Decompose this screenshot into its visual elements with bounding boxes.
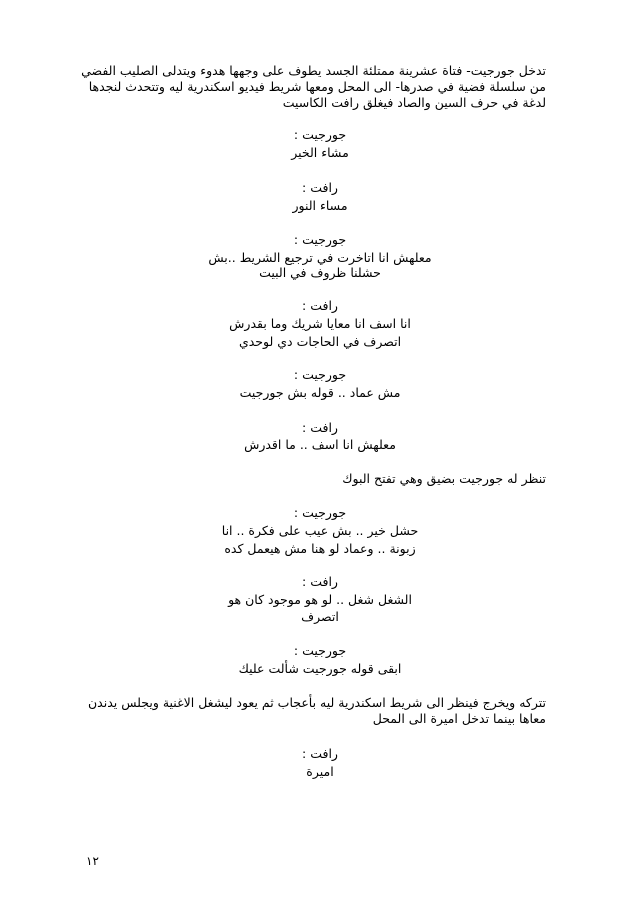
speaker-name: رافت : xyxy=(302,420,338,435)
dialogue-line: الشغل شغل .. لو هو موجود كان هو xyxy=(228,592,412,607)
speaker-name: جورجيت : xyxy=(293,643,347,658)
dialogue-line: معلهش انا اتاخرت في ترجيع الشريط ..بش xyxy=(208,250,432,265)
paragraph-line: من سلسلة فضية في صدرها- الى المحل ومعها شريط فيديو اسكندرية ليه وتتحدث لنجدها xyxy=(88,79,546,94)
page-number: ١٢ xyxy=(86,854,99,868)
dialogue-line: اتصرف في الحاجات دي لوحدي xyxy=(238,334,402,349)
paragraph-line: معاها بينما تدخل اميرة الى المحل xyxy=(372,711,546,726)
dialogue-line: مساء النور xyxy=(292,198,348,213)
paragraph-line: تتركه ويخرج فينظر الى شريط اسكندرية ليه بأعجاب ثم يعود ليشغل الاغنية ويجلس يدندن xyxy=(87,695,546,710)
dialogue-line: اميرة xyxy=(306,764,334,779)
dialogue-line: انا اسف انا معايا شريك وما بقدرش xyxy=(229,316,411,331)
dialogue-line: مش عماد .. قوله بش جورجيت xyxy=(239,385,401,400)
stage-direction: تنظر له جورجيت بضيق وهي تفتح البوك xyxy=(342,471,546,486)
dialogue-line: معلهش انا اسف .. ما اقدرش xyxy=(244,437,396,452)
speaker-name: رافت : xyxy=(302,574,338,589)
speaker-name: جورجيت : xyxy=(293,232,347,247)
dialogue-line: ابقى قوله جورجيت شألت عليك xyxy=(238,661,402,676)
speaker-name: رافت : xyxy=(302,180,338,195)
dialogue-line: حشل خير .. بش عيب على فكرة .. انا xyxy=(221,523,419,538)
speaker-name: جورجيت : xyxy=(293,127,347,142)
speaker-name: رافت : xyxy=(302,746,338,761)
paragraph-line: تدخل جورجيت- فتاة عشرينة ممتلئة الجسد يطوف على وجهها هدوء ويتدلى الصليب الفضي xyxy=(81,63,546,78)
dialogue-line: مشاء الخير xyxy=(291,145,349,160)
dialogue-line: حشلنا ظروف في البيت xyxy=(259,265,381,280)
paragraph-line: لدغة في حرف السين والصاد فيغلق رافت الكاسيت xyxy=(282,95,546,110)
speaker-name: جورجيت : xyxy=(293,505,347,520)
speaker-name: رافت : xyxy=(302,298,338,313)
dialogue-line: اتصرف xyxy=(301,609,339,624)
speaker-name: جورجيت : xyxy=(293,367,347,382)
dialogue-line: زبونة .. وعماد لو هنا مش هيعمل كده xyxy=(224,541,416,556)
